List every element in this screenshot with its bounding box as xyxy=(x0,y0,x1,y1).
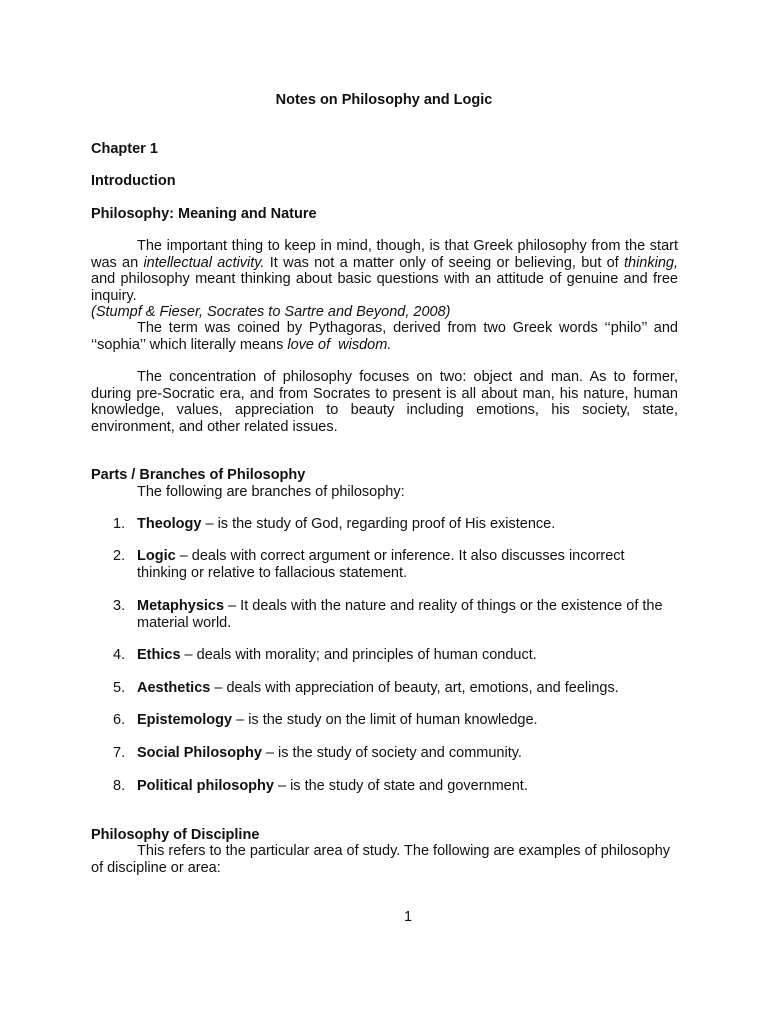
branch-term: Theology xyxy=(137,516,202,532)
branch-desc: – is the study of state and government. xyxy=(273,778,528,794)
branches-heading: Parts / Branches of Philosophy xyxy=(91,467,306,483)
chapter-heading: Chapter 1 xyxy=(91,141,158,157)
discipline-heading: Philosophy of Discipline xyxy=(91,827,260,843)
p2-text-a: The term was coined by Pythagoras, derived from two Greek words ‘‘philo’’ and ‘‘sophia’’ which literally means xyxy=(91,320,678,353)
branch-desc: – It deals with the nature and reality of things or the existence of the material world. xyxy=(137,598,663,631)
paragraph-greek-philosophy xyxy=(91,238,678,321)
branch-desc: – deals with morality; and principles of human conduct. xyxy=(180,647,537,663)
branch-desc: – deals with appreciation of beauty, art, emotions, and feelings. xyxy=(210,680,619,696)
branch-term: Political philosophy xyxy=(137,778,274,794)
p1-italic-intellectual: intellectual activity. xyxy=(143,254,265,271)
p1-text-e: and philosophy meant thinking about basic questions with an attitude of genuine and free inquiry. xyxy=(91,271,678,304)
paragraph-concentration: The concentration of philosophy focuses on two: object and man. As to former, during pre-Socratic era, and from Socrates to present is all about man, his nature, human knowledge, values, appreciation to beauty including emotions, his society, state, environment, and other related issues. xyxy=(91,369,678,435)
p1-italic-thinking: thinking, xyxy=(623,254,678,271)
page-number: 1 xyxy=(403,909,413,925)
branch-term: Social Philosophy xyxy=(137,745,262,761)
branch-desc: – deals with correct argument or inference. It also discusses incorrect thinking or relative to fallacious statement. xyxy=(137,548,625,581)
citation: (Stumpf & Fieser, Socrates to Sartre and Beyond, 2008) xyxy=(91,304,451,320)
branches-intro: The following are branches of philosophy: xyxy=(137,484,405,500)
branch-term: Aesthetics xyxy=(137,680,211,696)
branch-desc: – is the study on the limit of human knowledge. xyxy=(232,712,538,728)
branch-term: Metaphysics xyxy=(137,598,225,614)
p1-text-c: It was not a matter only of seeing or believing, but of xyxy=(264,254,624,271)
p1-text-a: The important thing to keep in mind, though, is that Greek philosophy from the start was an xyxy=(91,238,678,271)
branch-term: Epistemology xyxy=(137,712,233,728)
branch-desc: – is the study of society and community. xyxy=(261,745,522,761)
document-page: Notes on Philosophy and Logic Chapter 1 Introduction Philosophy: Meaning and Nature The important thing to keep in mind, though, is that Greek philosophy from the start was an intellectual activity. It was not a matter only of seeing or believing, but of thinking, and philosophy meant thinking about basic questions with an attitude of genuine and free inquiry. (Stumpf & Fieser, Socrates to Sartre and Beyond, 2008) The term was coined by Pythagoras, derived from two Greek words ‘‘philo’’ and ‘‘sophia’’ which literally means love of wisdom. The concentration of philosophy focuses on two: object and man. As to former, during pre-Socratic era, and from Socrates to present is all about man, his nature, human knowledge, values, appreciation to beauty including emotions, his society, state, environment, and other related issues. Parts / Branches of Philosophy The following are branches of philosophy: 1. Theology – is the study of God, regarding proof of His existence. 2. Logic – deals with correct argument or inference. It also discusses incorrect thinking or relative to fallacious statement. 3. Metaphysics – It deals with the nature and reality of things or the existence of the material world. 4. Ethics – deals with morality; and principles of human conduct. 5. Aesthetics – deals with appreciation of beauty, art, emotions, and feelings. 6. Epistemology – is the study on the limit of human knowledge. 7. Social Philosophy – is the study of society and community. 8. Political philosophy – is the study of state and government. Philosophy of Discipline This refers to the particular area of study. The following are examples of philosophy of discipline or area: 1 xyxy=(0,0,768,1024)
section-heading: Introduction xyxy=(91,173,176,189)
p2-italic-love-of-wisdom: love of wisdom. xyxy=(287,336,392,353)
discipline-text: This refers to the particular area of study. The following are examples of philosophy of discipline or area: xyxy=(91,843,671,876)
branch-desc: – is the study of God, regarding proof of His existence. xyxy=(201,516,556,532)
branch-term: Logic xyxy=(137,548,176,564)
branch-term: Ethics xyxy=(137,647,181,663)
document-title: Notes on Philosophy and Logic xyxy=(275,92,493,108)
subsection-heading: Philosophy: Meaning and Nature xyxy=(91,206,317,222)
paragraph-term-origin xyxy=(91,320,678,353)
